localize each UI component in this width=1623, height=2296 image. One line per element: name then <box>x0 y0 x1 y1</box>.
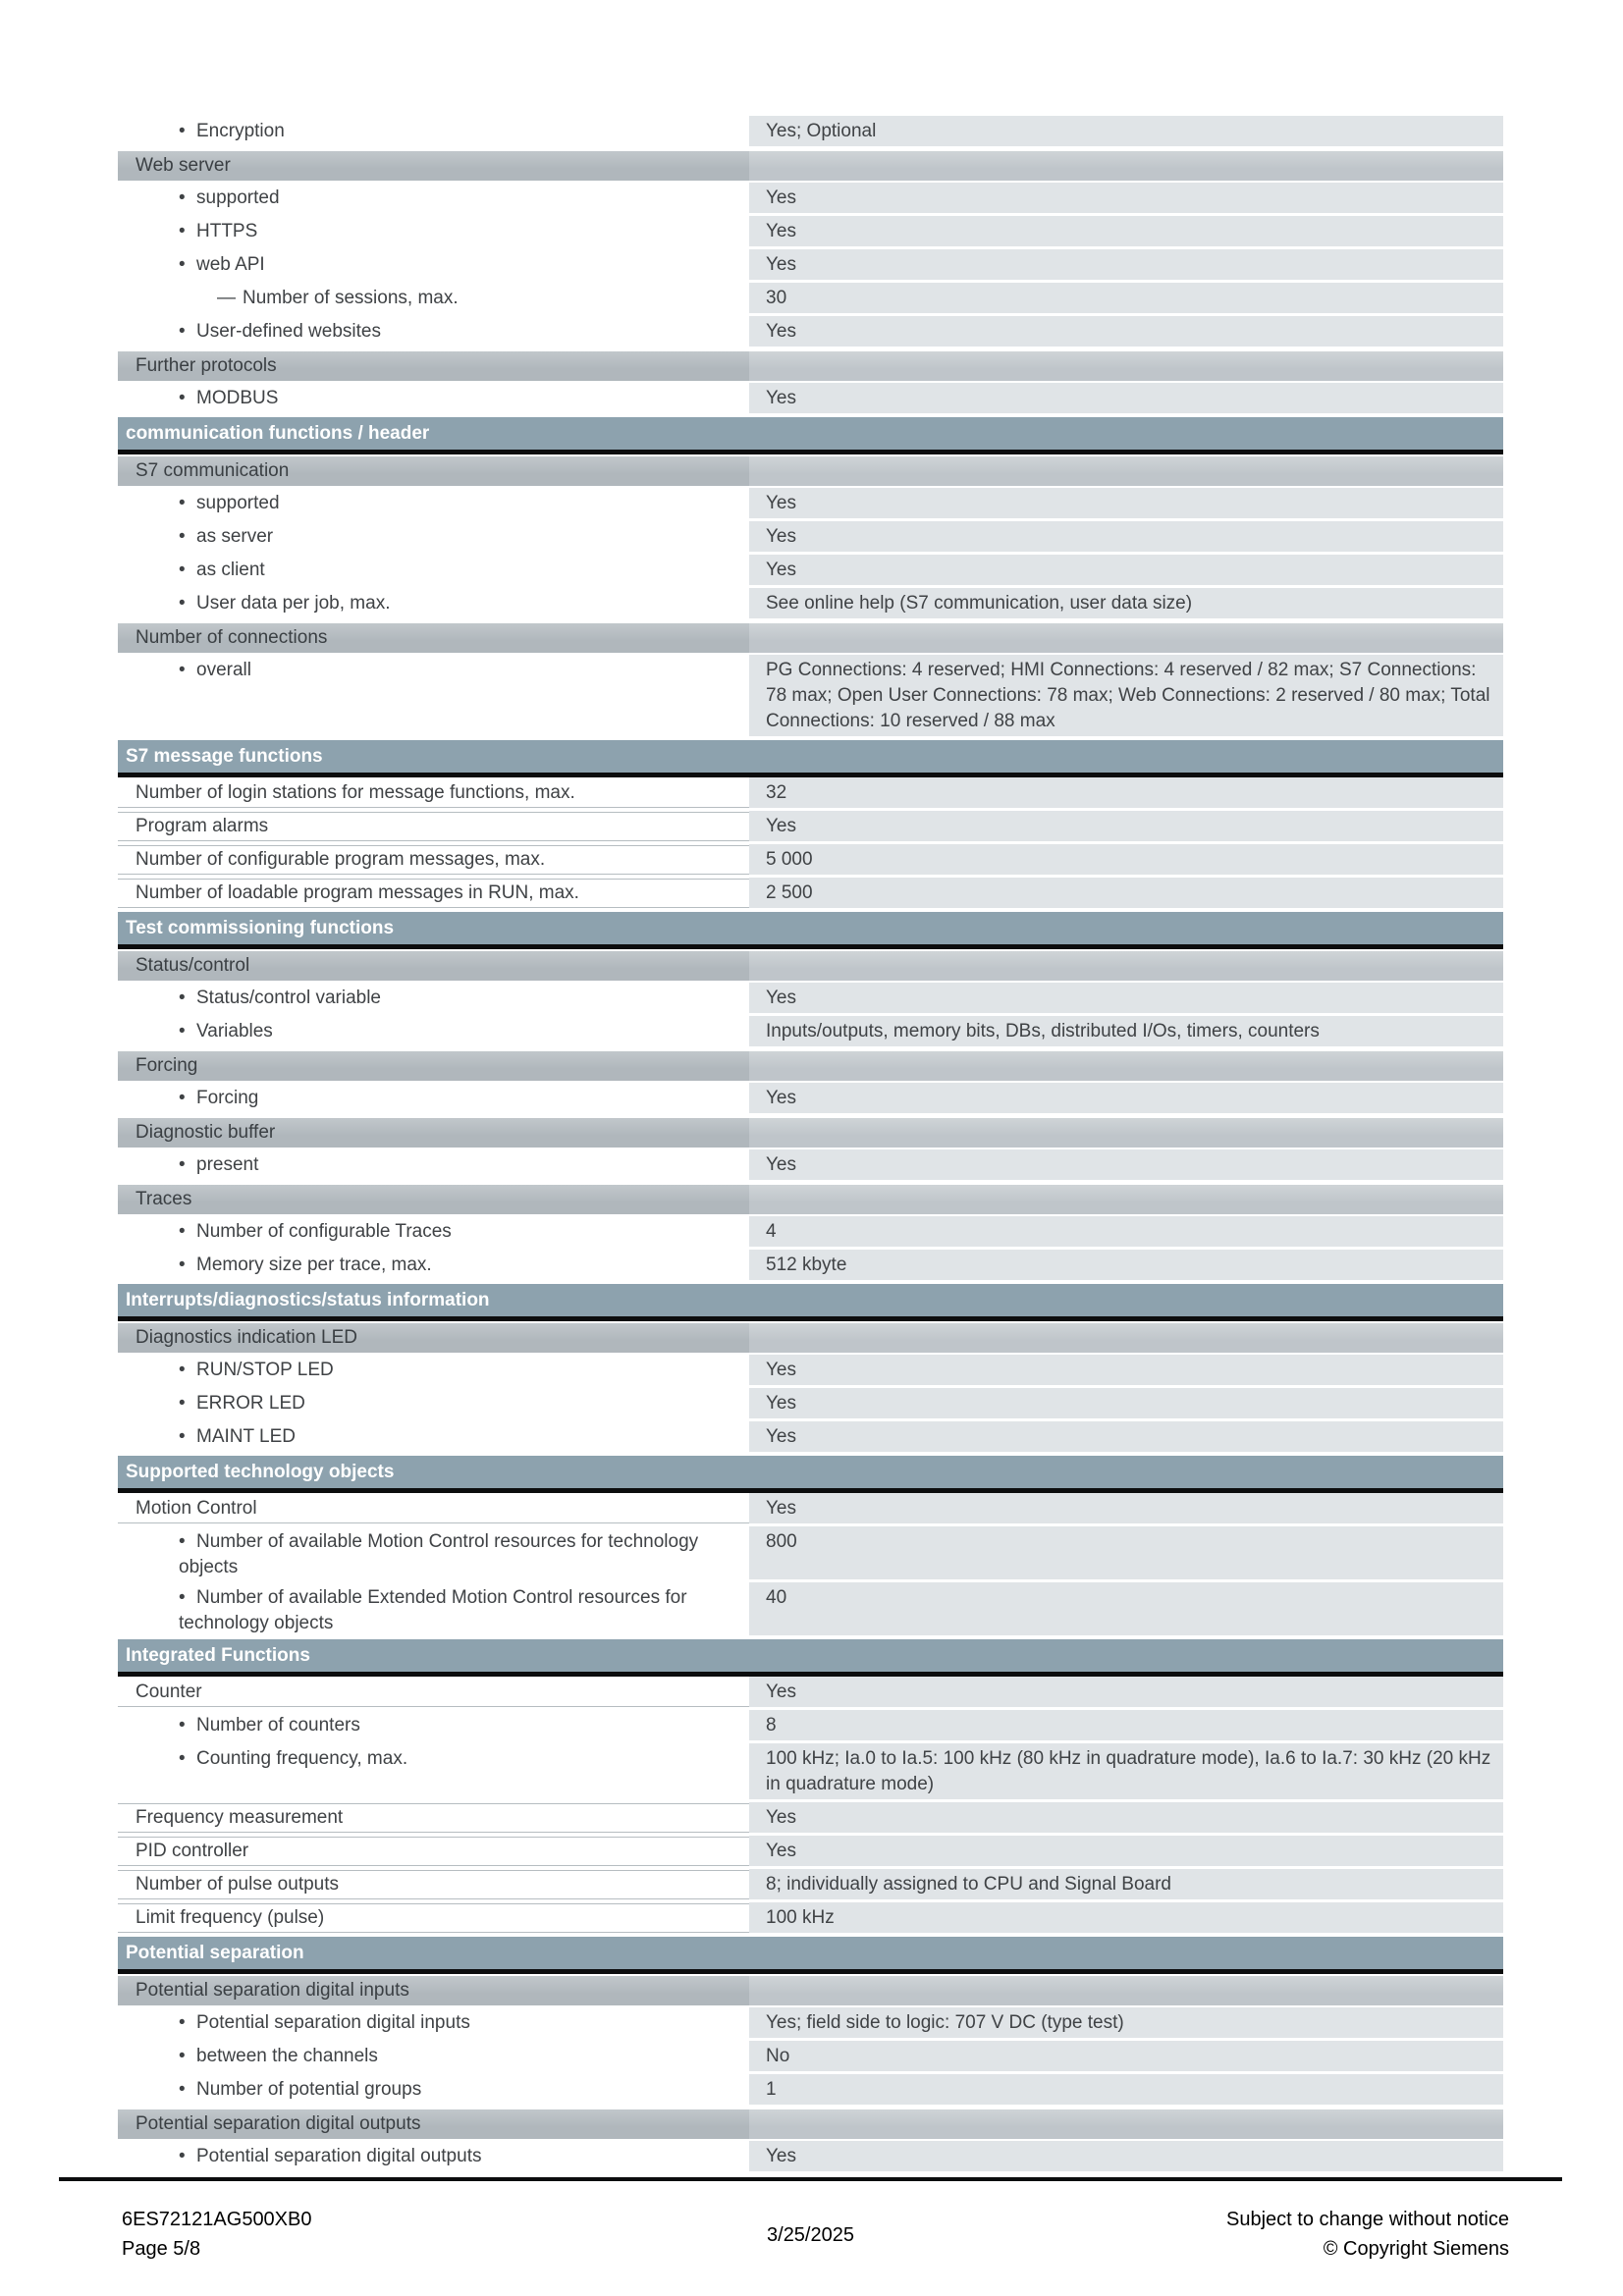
row-value: Yes <box>749 811 1503 841</box>
section-rule <box>118 1969 1503 1974</box>
row-value: Yes <box>749 1421 1503 1452</box>
row-label: PID controller <box>118 1836 749 1869</box>
row-value: Inputs/outputs, memory bits, DBs, distributed I/Os, timers, counters <box>749 1016 1503 1046</box>
spec-row <box>118 1493 1503 1526</box>
dash-marker: — <box>217 288 236 308</box>
bullet-marker: • <box>179 254 186 275</box>
row-label: • Counting frequency, max. <box>118 1743 749 1802</box>
row-value: Yes <box>749 216 1503 246</box>
bullet-marker: • <box>179 221 186 241</box>
footer-left <box>122 2205 312 2264</box>
section-header <box>118 1284 1503 1321</box>
row-value: Yes <box>749 1802 1503 1833</box>
row-value: Yes <box>749 316 1503 347</box>
row-label: • supported <box>118 183 749 216</box>
spec-row <box>118 316 1503 349</box>
subsection-title: Number of connections <box>118 623 749 653</box>
row-label: • MAINT LED <box>118 1421 749 1455</box>
bullet-marker: • <box>179 2146 186 2166</box>
row-value: 1 <box>749 2074 1503 2105</box>
footer-date: 3/25/2025 <box>767 2224 854 2246</box>
spec-row <box>118 249 1503 283</box>
spec-row <box>118 844 1503 878</box>
spec-row <box>118 1421 1503 1455</box>
subsection-header <box>118 1323 1503 1353</box>
spec-row <box>118 216 1503 249</box>
spec-row <box>118 878 1503 911</box>
row-label: • Number of available Extended Motion Control resources for technology objects <box>179 1587 687 1633</box>
row-value: 512 kbyte <box>749 1250 1503 1280</box>
row-value: 32 <box>749 777 1503 808</box>
section-header <box>118 912 1503 949</box>
row-label: • Status/control variable <box>118 983 749 1016</box>
subsection-header <box>118 623 1503 653</box>
subsection-header <box>118 2109 1503 2139</box>
subsection-header <box>118 1185 1503 1214</box>
row-label: Limit frequency (pulse) <box>118 1902 749 1936</box>
row-label: Frequency measurement <box>118 1802 749 1836</box>
bullet-marker: • <box>179 187 186 208</box>
spec-row <box>118 383 1503 416</box>
subsection-value-strip <box>749 1976 1503 2005</box>
bullet-marker: • <box>179 1255 186 1275</box>
subsection-value-strip <box>749 1051 1503 1081</box>
row-value: Yes <box>749 2141 1503 2171</box>
row-label: • between the channels <box>118 2041 749 2074</box>
spec-row <box>118 1836 1503 1869</box>
row-value: Yes <box>749 1388 1503 1418</box>
row-label: • as client <box>118 555 749 588</box>
spec-row <box>118 183 1503 216</box>
row-label: • Number of available Motion Control resources for technology objects <box>179 1531 699 1577</box>
bullet-marker: • <box>179 2012 186 2033</box>
spec-row <box>118 1677 1503 1710</box>
bullet-marker: • <box>179 2079 186 2100</box>
spec-row <box>118 1902 1503 1936</box>
bullet-marker: • <box>179 493 186 513</box>
page-number: Page 5/8 <box>122 2238 201 2260</box>
bullet-marker: • <box>179 1587 186 1608</box>
page-footer <box>59 2199 1562 2277</box>
subsection-value-strip <box>749 1118 1503 1148</box>
row-label: • Encryption <box>118 116 749 149</box>
subsection-header <box>118 151 1503 181</box>
row-label: • present <box>118 1149 749 1183</box>
subsection-title: S7 communication <box>118 456 749 486</box>
spec-row <box>118 1526 1503 1582</box>
bullet-marker: • <box>179 1426 186 1447</box>
spec-row <box>118 2041 1503 2074</box>
section-title: Potential separation <box>118 1937 1503 1969</box>
spec-row <box>118 1355 1503 1388</box>
row-label: Number of configurable program messages, max. <box>118 844 749 878</box>
row-label: • Number of counters <box>118 1710 749 1743</box>
subsection-value-strip <box>749 456 1503 486</box>
bullet-marker: • <box>179 560 186 580</box>
bullet-marker: • <box>179 1393 186 1414</box>
section-rule <box>118 944 1503 949</box>
row-value: Yes <box>749 1677 1503 1707</box>
bullet-marker: • <box>179 988 186 1008</box>
subsection-title: Diagnostics indication LED <box>118 1323 749 1353</box>
section-header <box>118 1937 1503 1974</box>
row-label: • Potential separation digital outputs <box>118 2141 749 2174</box>
subsection-title: Potential separation digital outputs <box>118 2109 749 2139</box>
section-header <box>118 417 1503 454</box>
subsection-value-strip <box>749 151 1503 181</box>
row-value: Yes <box>749 383 1503 413</box>
row-value: 800 <box>749 1526 1503 1579</box>
footer-divider <box>59 2177 1562 2181</box>
section-header <box>118 1639 1503 1677</box>
subsection-header <box>118 456 1503 486</box>
spec-row <box>118 1149 1503 1183</box>
spec-row <box>118 588 1503 621</box>
row-value: 8; individually assigned to CPU and Signal Board <box>749 1869 1503 1899</box>
spec-row <box>118 983 1503 1016</box>
row-label: Number of loadable program messages in RUN, max. <box>118 878 749 911</box>
spec-row <box>118 488 1503 521</box>
row-value: 8 <box>749 1710 1503 1740</box>
row-label: • User-defined websites <box>118 316 749 349</box>
row-label: — Number of sessions, max. <box>118 283 749 316</box>
section-rule <box>118 1316 1503 1321</box>
bullet-marker: • <box>179 388 186 408</box>
bullet-marker: • <box>179 593 186 614</box>
bullet-marker: • <box>179 1088 186 1108</box>
row-label: • Number of configurable Traces <box>118 1216 749 1250</box>
section-rule <box>118 450 1503 454</box>
row-label: • MODBUS <box>118 383 749 416</box>
section-title: S7 message functions <box>118 740 1503 773</box>
subsection-value-strip <box>749 1185 1503 1214</box>
bullet-marker: • <box>179 1715 186 1735</box>
subsection-title: Web server <box>118 151 749 181</box>
row-value: 4 <box>749 1216 1503 1247</box>
spec-row <box>118 1582 1503 1638</box>
row-value: Yes; field side to logic: 707 V DC (type test) <box>749 2007 1503 2038</box>
row-value: Yes <box>749 488 1503 518</box>
row-label: • Forcing <box>118 1083 749 1116</box>
row-value: 5 000 <box>749 844 1503 875</box>
spec-row <box>118 521 1503 555</box>
row-label: Program alarms <box>118 811 749 844</box>
bullet-marker: • <box>179 1748 186 1769</box>
subsection-title: Forcing <box>118 1051 749 1081</box>
footer-right <box>1226 2205 1509 2264</box>
row-value: Yes <box>749 1836 1503 1866</box>
subsection-title: Diagnostic buffer <box>118 1118 749 1148</box>
row-label: • User data per job, max. <box>118 588 749 621</box>
row-label: • supported <box>118 488 749 521</box>
row-label: • Potential separation digital inputs <box>118 2007 749 2041</box>
copyright: © Copyright Siemens <box>1323 2238 1509 2260</box>
row-value: PG Connections: 4 reserved; HMI Connections: 4 reserved / 82 max; S7 Connections: 78 max; Open User Connections: 78 max; Web Connections: 2 reserved / 80 max; Total Connections: 10 reserved / 88 max <box>749 655 1503 736</box>
spec-row <box>118 1869 1503 1902</box>
row-value: 100 kHz <box>749 1902 1503 1933</box>
row-label: • Number of potential groups <box>118 2074 749 2108</box>
subsection-title: Status/control <box>118 951 749 981</box>
row-value: 2 500 <box>749 878 1503 908</box>
spec-row <box>118 2074 1503 2108</box>
subsection-value-strip <box>749 1323 1503 1353</box>
subsection-header <box>118 351 1503 381</box>
row-label: Motion Control <box>118 1493 749 1526</box>
spec-row <box>118 1743 1503 1802</box>
row-value: Yes <box>749 983 1503 1013</box>
row-value: Yes <box>749 1355 1503 1385</box>
row-value: No <box>749 2041 1503 2071</box>
section-title: communication functions / header <box>118 417 1503 450</box>
bullet-marker: • <box>179 1154 186 1175</box>
subsection-value-strip <box>749 351 1503 381</box>
spec-row <box>118 777 1503 811</box>
section-header <box>118 1456 1503 1493</box>
section-title: Integrated Functions <box>118 1639 1503 1672</box>
subsection-header <box>118 1976 1503 2005</box>
spec-row <box>118 811 1503 844</box>
row-label: • Memory size per trace, max. <box>118 1250 749 1283</box>
row-label: • overall <box>118 655 749 739</box>
row-value: Yes <box>749 183 1503 213</box>
row-label: • HTTPS <box>118 216 749 249</box>
row-value: Yes <box>749 1083 1503 1113</box>
bullet-marker: • <box>179 121 186 141</box>
row-label: Number of pulse outputs <box>118 1869 749 1902</box>
section-title: Test commissioning functions <box>118 912 1503 944</box>
subsection-header <box>118 1051 1503 1081</box>
section-header <box>118 740 1503 777</box>
bullet-marker: • <box>179 2046 186 2066</box>
spec-table <box>118 116 1503 2174</box>
row-label: Counter <box>118 1677 749 1710</box>
spec-row <box>118 1388 1503 1421</box>
spec-row <box>118 2141 1503 2174</box>
row-value: Yes <box>749 1149 1503 1180</box>
bullet-marker: • <box>179 321 186 342</box>
spec-row <box>118 1250 1503 1283</box>
row-value: Yes <box>749 555 1503 585</box>
subsection-header <box>118 1118 1503 1148</box>
subsection-title: Traces <box>118 1185 749 1214</box>
spec-row <box>118 1083 1503 1116</box>
section-title: Interrupts/diagnostics/status information <box>118 1284 1503 1316</box>
row-label: • RUN/STOP LED <box>118 1355 749 1388</box>
row-value: Yes <box>749 249 1503 280</box>
section-title: Supported technology objects <box>118 1456 1503 1488</box>
spec-row <box>118 1216 1503 1250</box>
row-value: 30 <box>749 283 1503 313</box>
spec-row <box>118 1802 1503 1836</box>
row-value: See online help (S7 communication, user data size) <box>749 588 1503 618</box>
row-label: • web API <box>118 249 749 283</box>
row-value: 40 <box>749 1582 1503 1635</box>
row-label: • ERROR LED <box>118 1388 749 1421</box>
bullet-marker: • <box>179 1531 186 1552</box>
spec-row <box>118 655 1503 739</box>
bullet-marker: • <box>179 526 186 547</box>
bullet-marker: • <box>179 1021 186 1041</box>
row-label: • as server <box>118 521 749 555</box>
subsection-header <box>118 951 1503 981</box>
spec-row <box>118 1016 1503 1049</box>
change-notice: Subject to change without notice <box>1226 2209 1509 2230</box>
subsection-value-strip <box>749 2109 1503 2139</box>
row-value: Yes <box>749 1493 1503 1523</box>
row-label: Number of login stations for message functions, max. <box>118 777 749 811</box>
spec-row <box>118 283 1503 316</box>
spec-row <box>118 116 1503 149</box>
spec-row <box>118 1710 1503 1743</box>
bullet-marker: • <box>179 1360 186 1380</box>
bullet-marker: • <box>179 1221 186 1242</box>
subsection-title: Further protocols <box>118 351 749 381</box>
spec-row <box>118 555 1503 588</box>
subsection-value-strip <box>749 951 1503 981</box>
spec-row <box>118 2007 1503 2041</box>
subsection-title: Potential separation digital inputs <box>118 1976 749 2005</box>
row-value: Yes <box>749 521 1503 552</box>
bullet-marker: • <box>179 660 186 680</box>
subsection-value-strip <box>749 623 1503 653</box>
row-value: Yes; Optional <box>749 116 1503 146</box>
order-number: 6ES72121AG500XB0 <box>122 2209 312 2230</box>
row-label: • Variables <box>118 1016 749 1049</box>
row-value: 100 kHz; Ia.0 to Ia.5: 100 kHz (80 kHz in quadrature mode), Ia.6 to Ia.7: 30 kHz (20 kHz in quadrature mode) <box>749 1743 1503 1799</box>
